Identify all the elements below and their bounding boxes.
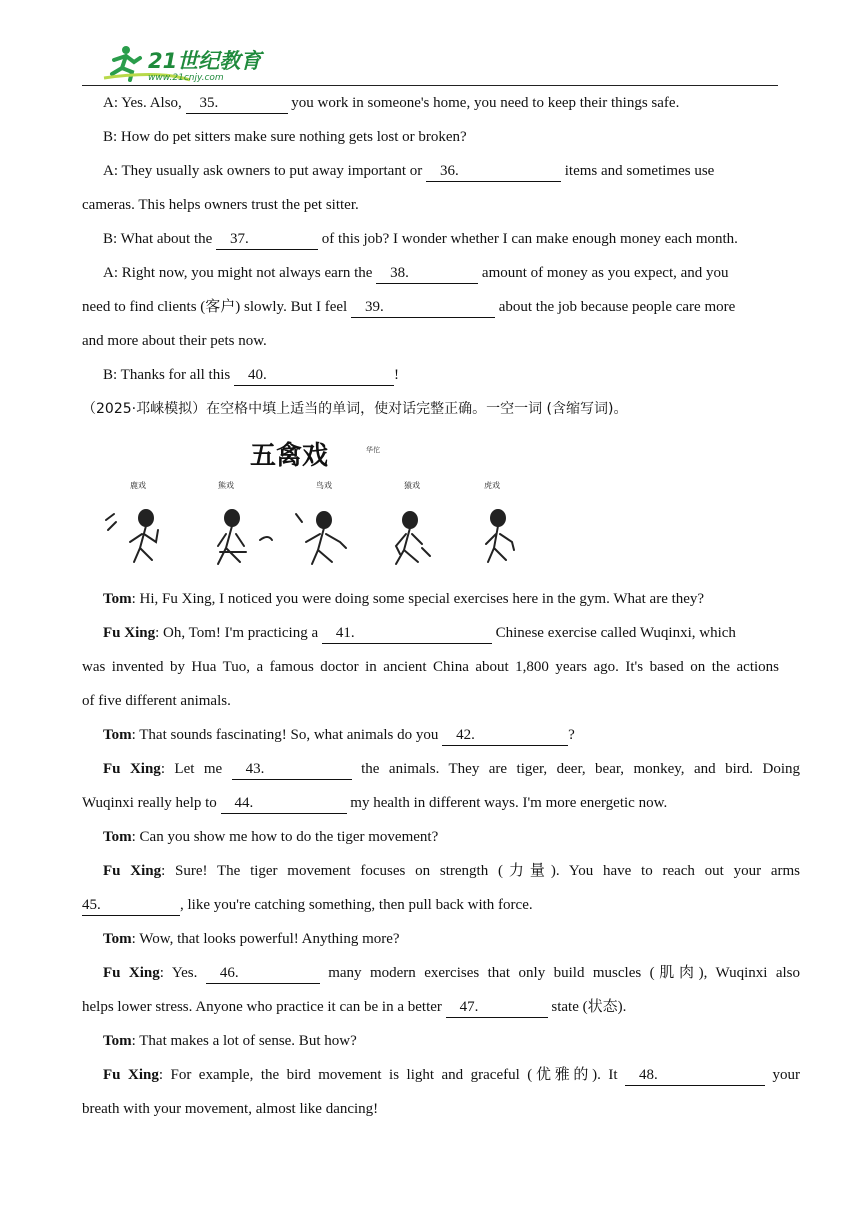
blank-35[interactable]: 35. — [186, 93, 288, 114]
dialogue-line: Tom: Can you show me how to do the tiger movement? — [103, 829, 439, 845]
dialogue-line: A: Right now, you might not always earn the 38. amount of money as you expect, and you — [82, 256, 800, 290]
blank-47[interactable]: 47. — [446, 997, 548, 1018]
dialogue-line: cameras. This helps owners trust the pet sitter. — [82, 197, 359, 213]
dialogue-line: and more about their pets now. — [82, 333, 267, 349]
dialogue-line: Fu Xing: Oh, Tom! I'm practicing a 41. Chinese exercise called Wuqinxi, which — [82, 616, 800, 650]
blank-48[interactable]: 48. — [625, 1065, 765, 1086]
svg-text:21世纪教育: 21世纪教育 — [148, 49, 262, 73]
dialogue-line: Wuqinxi really help to 44. my health in different ways. I'm more energetic now. — [82, 786, 779, 820]
label-monkey: 猿戏 — [404, 481, 420, 490]
dialogue-line: A: They usually ask owners to put away important or 36. items and sometimes use — [82, 154, 800, 188]
dialogue-line: Tom: That makes a lot of sense. But how? — [103, 1033, 357, 1049]
dialogue-line: Fu Xing: Let me 43. the animals. They are tiger, deer, bear, monkey, and bird. Doing — [82, 752, 800, 786]
illustration-title: 五禽戏 — [250, 441, 329, 471]
label-tiger: 虎戏 — [484, 481, 500, 490]
bear-figure — [218, 510, 272, 564]
bird-figure — [296, 512, 346, 564]
blank-46[interactable]: 46. — [206, 963, 320, 984]
dialogue-line: Fu Xing: Sure! The tiger movement focuses on strength (力量). You have to reach out your arms — [103, 863, 800, 879]
dialogue-line: Tom: Wow, that looks powerful! Anything more? — [103, 931, 400, 947]
dialogue-line: was invented by Hua Tuo, a famous doctor in ancient China about 1,800 years ago. It's based on the actions — [82, 659, 779, 675]
blank-37[interactable]: 37. — [216, 229, 318, 250]
question-source-instruction: （2025·邛崃模拟）在空格中填上适当的单词，使对话完整正确。一空一词 (含缩写词)。 — [82, 401, 628, 417]
dialogue-line: breath with your movement, almost like dancing! — [82, 1101, 379, 1117]
blank-41[interactable]: 41. — [322, 623, 492, 644]
dialogue-line: need to find clients (客户) slowly. But I feel 39. about the job because people care more — [82, 290, 779, 324]
dialogue-line: of five different animals. — [82, 693, 231, 709]
dialogue-line: Fu Xing: Yes. 46. many modern exercises that only build muscles (肌肉), Wuqinxi also — [82, 956, 800, 990]
blank-42[interactable]: 42. — [442, 725, 568, 746]
dialogue-line: Tom: That sounds fascinating! So, what animals do you 42. ? — [82, 718, 800, 752]
dialogue-line: helps lower stress. Anyone who practice it can be in a better 47. state (状态). — [82, 990, 779, 1024]
label-bear: 熊戏 — [218, 481, 234, 490]
deer-figure — [106, 510, 158, 562]
svg-text:www.21cnjy.com: www.21cnjy.com — [148, 73, 224, 83]
wuqinxi-illustration — [100, 430, 530, 575]
dialogue-line: 45. , like you're catching something, then pull back with force. — [82, 888, 779, 922]
tiger-figure — [486, 510, 514, 562]
blank-43[interactable]: 43. — [232, 759, 352, 780]
blank-40[interactable]: 40. — [234, 365, 394, 386]
illustration-note: 华佗 — [366, 446, 380, 454]
dialogue-line: B: What about the 37. of this job? I wonder whether I can make enough money each month. — [82, 222, 800, 256]
dialogue-line: A: Yes. Also, 35. you work in someone's home, you need to keep their things safe. — [82, 86, 800, 120]
blank-38[interactable]: 38. — [376, 263, 478, 284]
blank-36[interactable]: 36. — [426, 161, 561, 182]
blank-39[interactable]: 39. — [351, 297, 495, 318]
blank-45[interactable]: 45. — [82, 895, 180, 916]
blank-44[interactable]: 44. — [221, 793, 347, 814]
dialogue-line: Fu Xing: For example, the bird movement is light and graceful (优雅的). It 48. your — [82, 1058, 800, 1092]
dialogue-line: B: Thanks for all this 40. ! — [82, 358, 800, 392]
page-header — [82, 40, 778, 86]
dialogue-line: Tom: Hi, Fu Xing, I noticed you were doing some special exercises here in the gym. What are they? — [103, 591, 705, 607]
dialogue-line: B: How do pet sitters make sure nothing gets lost or broken? — [103, 129, 467, 145]
label-deer: 鹿戏 — [130, 481, 146, 490]
label-bird: 鸟戏 — [316, 481, 332, 490]
logo — [100, 40, 270, 84]
monkey-figure — [396, 512, 430, 564]
